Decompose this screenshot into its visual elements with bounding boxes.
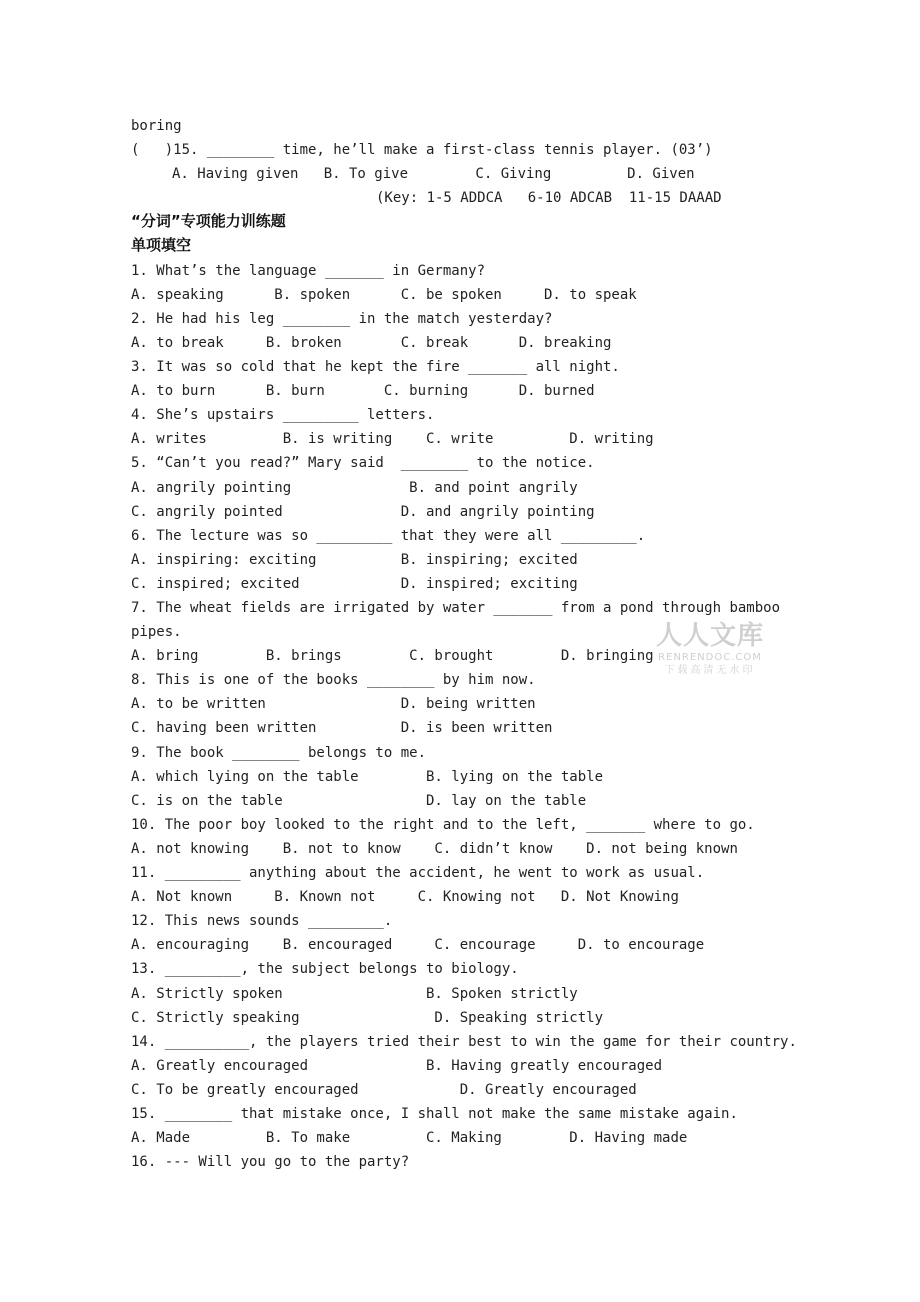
watermark-logo <box>645 620 775 678</box>
question-12: 12. This news sounds _________. <box>131 913 393 929</box>
watermark-tagline: 下载高清无水印 <box>664 665 756 676</box>
question-7-options: A. bring B. brings C. brought D. bringing <box>131 648 654 664</box>
question-14-options-ab: A. Greatly encouraged B. Having greatly encouraged <box>131 1058 663 1074</box>
question-5-options-cd: C. angrily pointed D. and angrily pointing <box>131 504 595 520</box>
question-9: 9. The book ________ belongs to me. <box>131 745 427 761</box>
question-13-options-cd: C. Strictly speaking D. Speaking strictly <box>131 1010 604 1026</box>
question-2: 2. He had his leg ________ in the match yesterday? <box>131 311 553 327</box>
question-2-options: A. to break B. broken C. break D. breaking <box>131 335 612 351</box>
question-14-options-cd: C. To be greatly encouraged D. Greatly encouraged <box>131 1082 637 1098</box>
question-10: 10. The poor boy looked to the right and to the left, _______ where to go. <box>131 817 755 833</box>
question-6-options-cd: C. inspired; excited D. inspired; exciting <box>131 576 578 592</box>
watermark-main: 人人文库 <box>655 621 764 651</box>
question-6: 6. The lecture was so _________ that they were all _________. <box>131 528 646 544</box>
question-1: 1. What’s the language _______ in Germany? <box>131 263 486 279</box>
question-8-options-cd: C. having been written D. is been written <box>131 720 553 736</box>
question-8-options-ab: A. to be written D. being written <box>131 696 536 712</box>
question-5: 5. “Can’t you read?” Mary said ________ to the notice. <box>131 455 595 471</box>
question-13: 13. _________, the subject belongs to biology. <box>131 961 519 977</box>
question-5-options-ab: A. angrily pointing B. and point angrily <box>131 480 578 496</box>
question-15-prev: ( )15. ________ time, he’ll make a first-class tennis player. (03’) <box>131 142 713 158</box>
question-16: 16. --- Will you go to the party? <box>131 1154 410 1170</box>
question-9-options-cd: C. is on the table D. lay on the table <box>131 793 587 809</box>
question-4-options: A. writes B. is writing C. write D. writing <box>131 431 654 447</box>
section-title: “分词”专项能力训练题 <box>131 212 286 230</box>
section-subtitle: 单项填空 <box>131 236 192 254</box>
question-15-prev-options: A. Having given B. To give C. Giving D. Given <box>172 166 695 182</box>
question-8: 8. This is one of the books ________ by him now. <box>131 672 536 688</box>
question-14: 14. __________, the players tried their best to win the game for their country. <box>131 1034 797 1050</box>
question-15-options: A. Made B. To make C. Making D. Having made <box>131 1130 688 1146</box>
question-10-options: A. not knowing B. not to know C. didn’t know D. not being known <box>131 841 738 857</box>
answer-key: (Key: 1-5 ADDCA 6-10 ADCAB 11-15 DAAAD <box>376 190 722 206</box>
question-13-options-ab: A. Strictly spoken B. Spoken strictly <box>131 986 578 1002</box>
question-1-options: A. speaking B. spoken C. be spoken D. to speak <box>131 287 637 303</box>
question-3: 3. It was so cold that he kept the fire _______ all night. <box>131 359 620 375</box>
question-7: 7. The wheat fields are irrigated by water _______ from a pond through bamboo <box>131 600 781 616</box>
question-11-options: A. Not known B. Known not C. Knowing not D. Not Knowing <box>131 889 679 905</box>
question-7-cont: pipes. <box>131 624 182 640</box>
question-3-options: A. to burn B. burn C. burning D. burned <box>131 383 595 399</box>
question-6-options-ab: A. inspiring: exciting B. inspiring; excited <box>131 552 578 568</box>
question-12-options: A. encouraging B. encouraged C. encourage D. to encourage <box>131 937 705 953</box>
question-11: 11. _________ anything about the accident, he went to work as usual. <box>131 865 705 881</box>
watermark-domain: RENRENDOC.COM <box>658 652 762 663</box>
text-line-boring: boring <box>131 118 182 134</box>
question-4: 4. She’s upstairs _________ letters. <box>131 407 435 423</box>
question-15: 15. ________ that mistake once, I shall not make the same mistake again. <box>131 1106 738 1122</box>
question-9-options-ab: A. which lying on the table B. lying on the table <box>131 769 604 785</box>
